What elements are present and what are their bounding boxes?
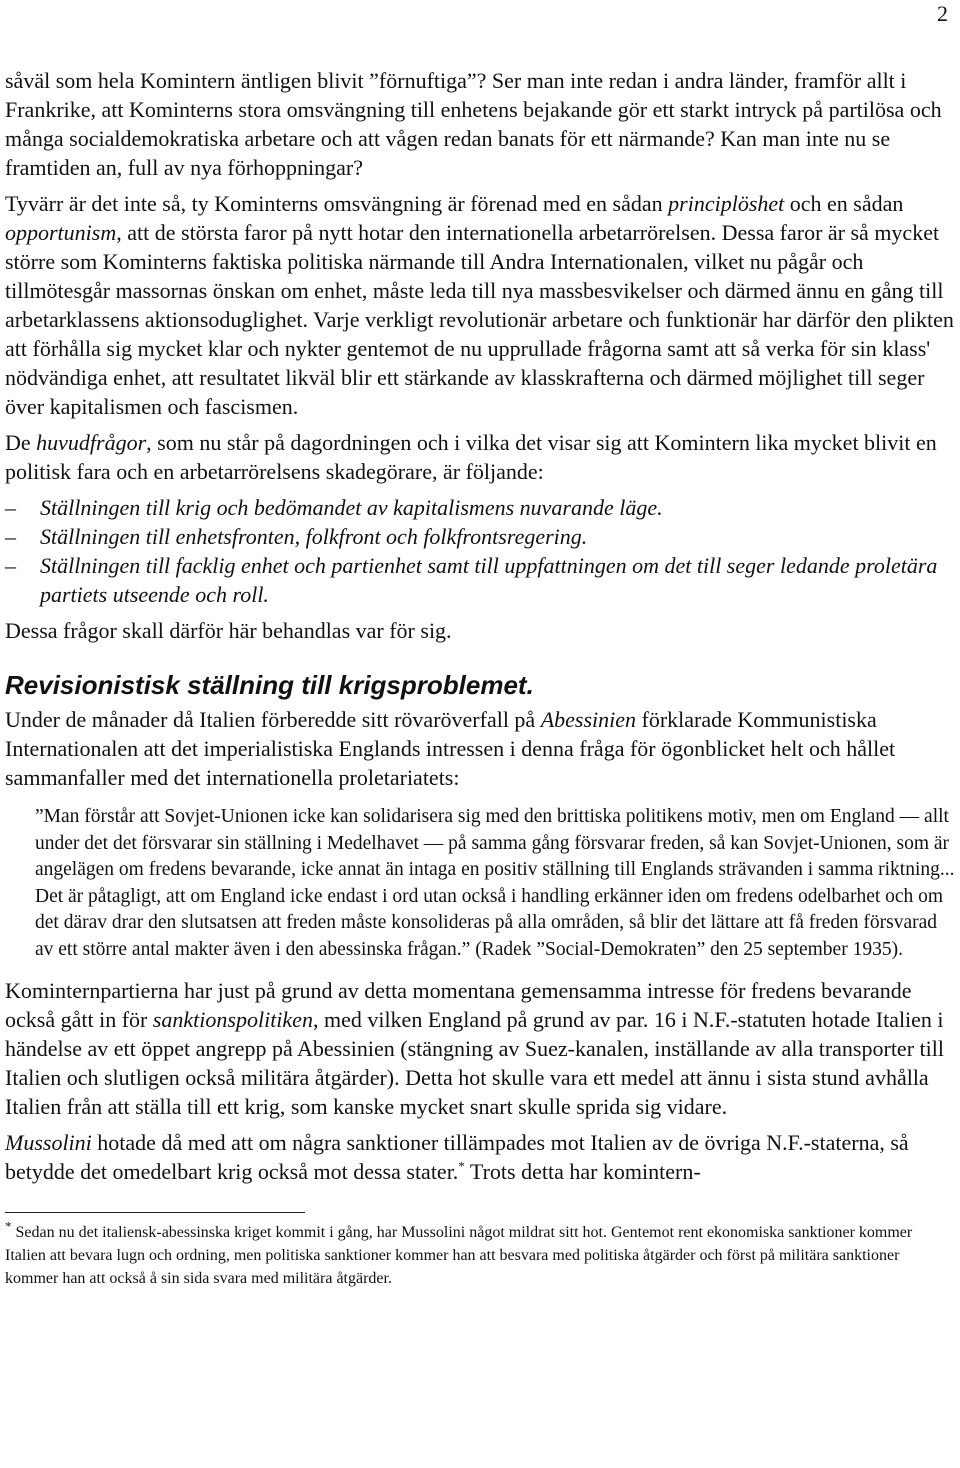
paragraph-3-text-a: De	[5, 430, 37, 455]
issue-list	[5, 493, 955, 609]
paragraph-3-emphasis: huvudfrågor	[36, 430, 147, 455]
paragraph-1-text: såväl som hela Komintern äntligen blivit ”förnuftiga”? Ser man inte redan i andra länder, framför allt i Frankrike, att Kominterns stora omsvängning till enhetens bejakande gör ett starkt intryck på partilösa och många socialdemokratiska arbetare och att vågen redan banats för ett närmande? Kan man inte nu se framtiden an, full av nya förhoppningar?	[5, 68, 942, 180]
paragraph-5	[5, 705, 955, 792]
footnote-reference: *	[458, 1158, 465, 1174]
paragraph-7-emphasis: Mussolini	[5, 1129, 92, 1155]
dash-bullet: –	[5, 524, 16, 549]
paragraph-6-text-b: , med vilken England på grund av par. 16 i N.F.-statuten hotade Italien i händelse av ett öppet angrepp på Abessinien (stängning av Suez-kanalen, inställande av alla transporter till Italien och slutligen också militära åtgärder). Detta hot skulle vara ett medel att ännu i sista stund avhålla Italien från att ställa till ett krig, som kanske mycket snart skulle sprida sig vidare.	[5, 1006, 944, 1119]
list-item	[5, 551, 955, 609]
paragraph-4: Dessa frågor skall därför här behandlas var för sig.	[5, 618, 452, 643]
paragraph-1	[5, 66, 955, 182]
list-item-text: Ställningen till krig och bedömandet av kapitalismens nuvarande läge.	[40, 495, 663, 520]
paragraph-7-text-b: Trots detta har komintern-	[464, 1158, 701, 1184]
page-body	[5, 0, 955, 1290]
paragraph-2-text-b: och en sådan	[784, 191, 904, 216]
list-item	[5, 522, 955, 551]
paragraph-5-text-a: Under de månader då Italien förberedde sitt rövaröverfall på	[5, 707, 541, 732]
list-item	[5, 493, 955, 522]
paragraph-6-emphasis: sanktionspolitiken	[152, 1006, 313, 1032]
paragraph-7	[5, 1128, 955, 1186]
paragraph-6	[5, 976, 955, 1121]
footnote-mark: *	[5, 1218, 12, 1234]
paragraph-5-text-b: förklarade Kommunistiska Internationalen att det imperialistiska Englands intressen i denna fråga för ögonblicket helt och hållet sammanfaller med det internationella proletariatets:	[5, 707, 896, 790]
paragraph-3	[5, 428, 955, 486]
paragraph-6-text-a: Kominternpartierna har just på grund av detta momentana gemensamma intresse för fredens bevarande också gått in för	[5, 977, 912, 1032]
footnote-divider	[5, 1212, 305, 1213]
paragraph-2-text-c: , att de största faror på nytt hotar den internationella arbetarrörelsen. Dessa faror är så mycket större som Kominterns faktiska politiska närmande till Andra Internationalen, vilket nu pågår och tillmötesgår massornas önskan om enhet, måste leda till nya massbesvikelser och därmed ännu en gång till arbetarklassens aktionsoduglighet. Varje verkligt revolutionär arbetare och funktionär har därför den plikten att förhålla sig mycket klar och nykter gentemot de nu upprullade frågorna samt att så verka för sin klass' nödvändiga enhet, att resultatet likväl blir ett stärkande av klasskrafterna och därmed möjlighet till seger över kapitalismen och fascismen.	[5, 220, 954, 419]
block-quote: ”Man förstår att Sovjet-Unionen icke kan solidarisera sig med den brittiska politikens motiv, men om England — allt under det det försvarar sin ställning i Medelhavet — på samma gång försvarar freden, så kan Sovjet-Unionen, som är angelägen om fredens bevarande, icke annat än intaga en positiv ställning till Englands strävanden i samma riktning... Det är påtagligt, att om England icke endast i ord utan också i handling erkänner iden om fredens odelbarhet och om det därav drar den slutsatsen att freden måste konsolideras på alla områden, så blir det lättare att få freden försvarad av ett större antal makter även i den abessinska frågan.” (Radek ”Social-Demokraten” den 25 september 1935).	[35, 806, 955, 960]
paragraph-2-text-a: Tyvärr är det inte så, ty Kominterns omsvängning är förenad med en sådan	[5, 191, 669, 216]
paragraph-2	[5, 189, 955, 421]
dash-bullet: –	[5, 495, 16, 520]
page-number: 2	[937, 1, 948, 26]
paragraph-5-emphasis: Abessinien	[540, 707, 637, 732]
footnote-text: Sedan nu det italiensk-abessinska kriget kommit i gång, har Mussolini något mildrat sitt hot. Gentemot rent ekonomiska sanktioner kommer Italien att bevara lugn och ordning, men politiska sanktioner kommer han att besvara med politiska åtgärder och först på militära sanktioner kommer han att också å sin sida svara med militära åtgärder.	[5, 1223, 913, 1287]
section-heading: Revisionistisk ställning till krigsproblemet.	[5, 670, 534, 700]
paragraph-2-emphasis-b: opportunism	[5, 220, 117, 245]
list-item-text: Ställningen till enhetsfronten, folkfront och folkfrontsregering.	[40, 524, 588, 549]
footnote	[5, 1218, 955, 1290]
paragraph-2-emphasis-a: principlöshet	[668, 191, 785, 216]
paragraph-3-text-b: , som nu står på dagordningen och i vilka det visar sig att Komintern lika mycket blivit en politisk fara och en arbetarrörelsens skadegörare, är följande:	[5, 430, 937, 484]
paragraph-7-text-a: hotade då med att om några sanktioner tillämpades mot Italien av de övriga N.F.-staterna, så betydde det omedelbart krig också mot dessa stater.	[5, 1129, 909, 1184]
list-item-text: Ställningen till facklig enhet och partienhet samt till uppfattningen om det till seger ledande proletära partiets utseende och roll.	[40, 553, 938, 607]
dash-bullet: –	[5, 553, 16, 578]
